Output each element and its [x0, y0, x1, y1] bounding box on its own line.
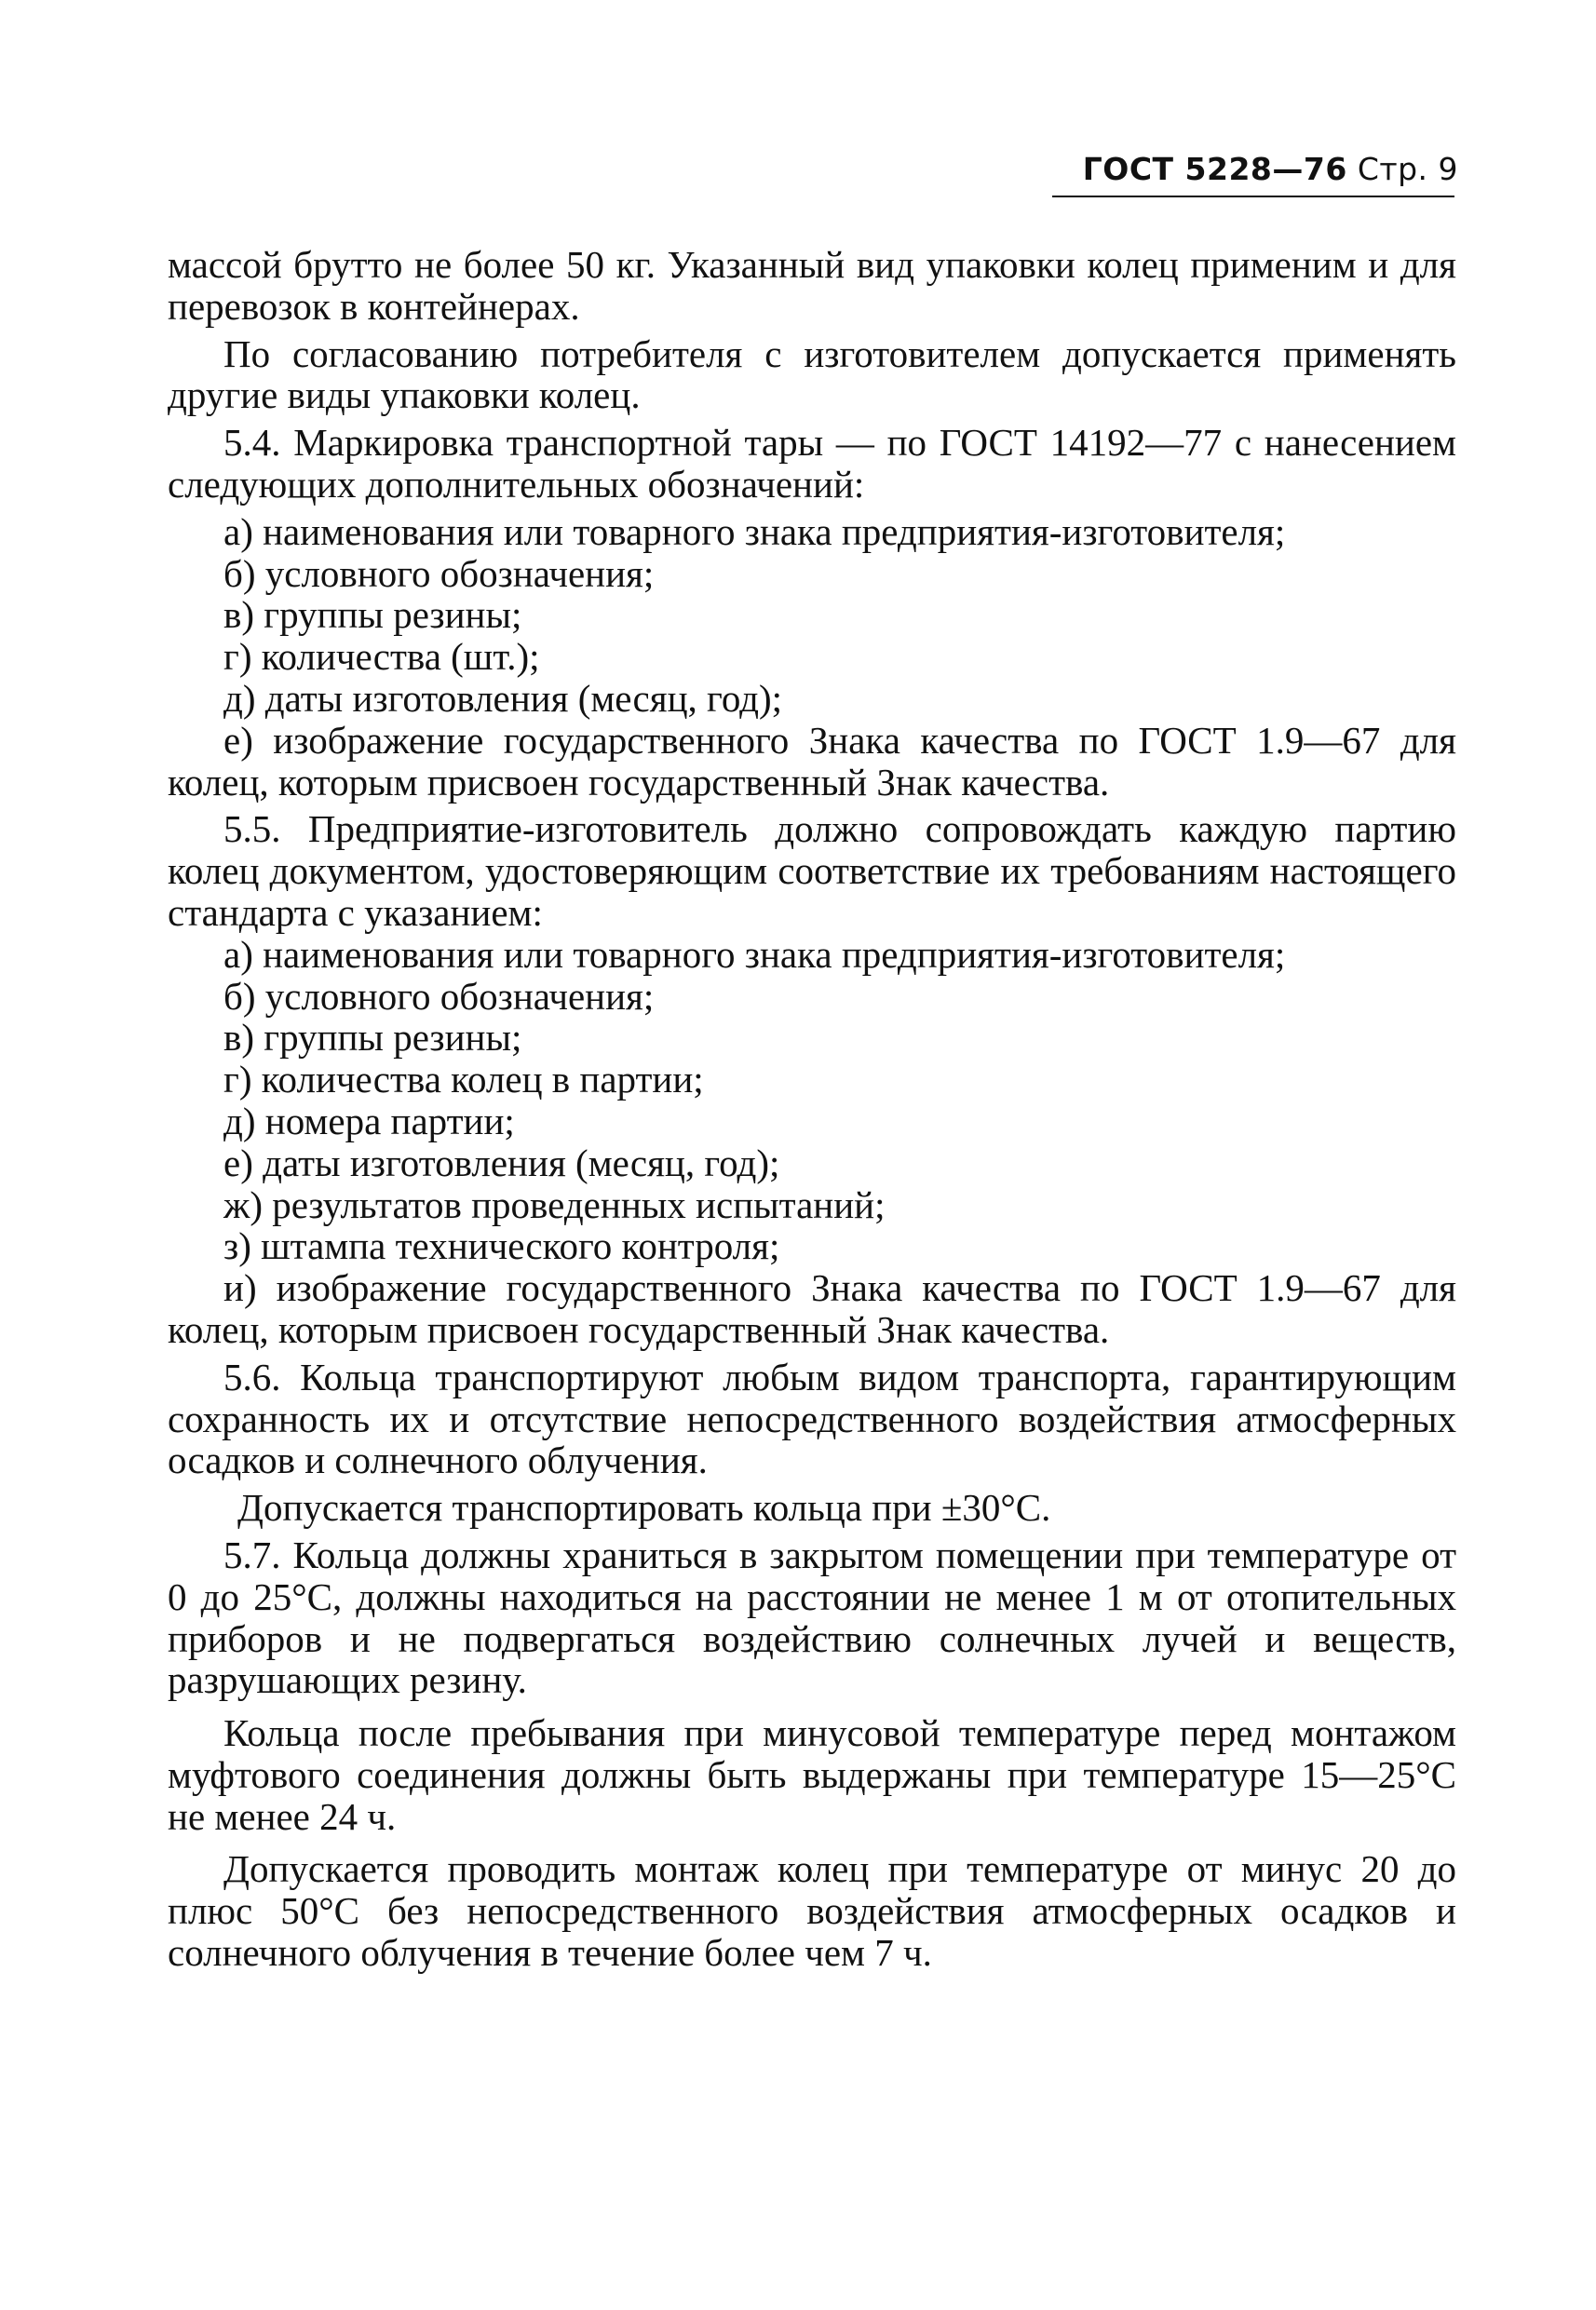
list-item: г) количества колец в партии; [223, 1058, 704, 1101]
list-item: е) изображение государственного Знака качества по ГОСТ 1.9—67 для колец, которым присвоен государственный Знак качества. [168, 718, 1456, 804]
paragraph-transport-temperature: Допускается транспортировать кольца при ±30°С. [237, 1486, 1051, 1530]
list-item: д) номера партии; [223, 1099, 515, 1142]
clause-5-6: 5.6. Кольца транспортируют любым видом транспорта, гарантирующим сохранность их и отсутствие непосредственного воздействия атмосферных осадков и солнечного облучения. [168, 1355, 1456, 1482]
page-number: Стр. 9 [1357, 151, 1458, 187]
list-item: в) группы резины; [223, 1016, 522, 1060]
list-item: в) группы резины; [223, 593, 522, 637]
page-header [1083, 151, 1458, 188]
list-item: и) изображение государственного Знака качества по ГОСТ 1.9—67 для колец, которым присвоен государственный Знак качества. [168, 1266, 1456, 1351]
list-item: б) условного обозначения; [223, 551, 655, 595]
page-body [168, 244, 1456, 1974]
list-item: а) наименования или товарного знака предприятия-изготовителя; [223, 932, 1286, 976]
paragraph-storage-temperature: Кольца после пребывания при минусовой температуре перед монтажом муфтового соединения должны быть выдержаны при температуре 15—25°С не менее 24 ч. [168, 1711, 1456, 1838]
paragraph-mounting-conditions: Допускается проводить монтаж колец при температуре от минус 20 до плюс 50°С без непосредственного воздействия атмосферных осадков и солнечного облучения в течение более чем 7 ч. [168, 1847, 1456, 1975]
list-item: ж) результатов проведенных испытаний; [223, 1182, 886, 1226]
paragraph-continuation: массой брутто не более 50 кг. Указанный вид упаковки колец применим и для перевозок в контейнерах. [168, 243, 1456, 328]
clause-5-5: 5.5. Предприятие-изготовитель должно сопровождать каждую партию колец документом, удостоверяющим соответствие их требованиям настоящего стандарта с указанием: [168, 807, 1456, 934]
list-item: з) штампа технического контроля; [223, 1224, 780, 1268]
standard-code: ГОСТ 5228—76 [1082, 151, 1347, 187]
list-item: е) даты изготовления (месяц, год); [223, 1141, 780, 1184]
paragraph-other-packaging: По согласованию потребителя с изготовителем допускается применять другие виды упаковки колец. [168, 331, 1456, 417]
list-item: д) даты изготовления (месяц, год); [223, 676, 783, 720]
list-item: б) условного обозначения; [223, 974, 655, 1018]
clause-5-4: 5.4. Маркировка транспортной тары — по ГОСТ 14192—77 с нанесением следующих дополнительных обозначений: [168, 421, 1456, 506]
header-rule [1052, 196, 1454, 197]
clause-5-7: 5.7. Кольца должны храниться в закрытом помещении при температуре от 0 до 25°С, должны находиться на расстоянии не менее 1 м от отопительных приборов и не подвергаться воздействию солнечных лучей и веществ, разрушающих резину. [168, 1533, 1456, 1702]
list-item: г) количества (шт.); [223, 635, 540, 679]
list-item: а) наименования или товарного знака предприятия-изготовителя; [223, 509, 1286, 553]
